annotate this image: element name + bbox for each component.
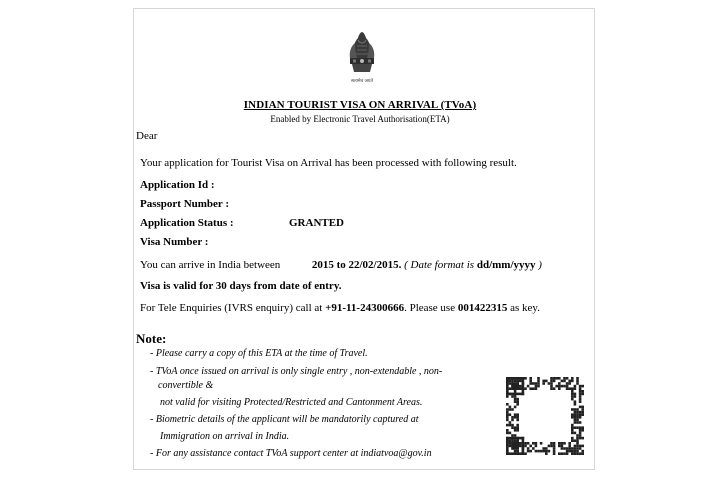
date-format-prefix: ( Date format is bbox=[404, 259, 477, 271]
enquiry-middle: . Please use bbox=[404, 302, 458, 314]
note-line: - Biometric details of the applicant will be mandatorily captured at bbox=[150, 414, 419, 425]
application-id-label: Application Id : bbox=[140, 179, 215, 191]
page-title: INDIAN TOURIST VISA ON ARRIVAL (TVoA) bbox=[243, 99, 477, 111]
note-line: - Please carry a copy of this ETA at the time of Travel. bbox=[150, 348, 368, 359]
greeting: Dear bbox=[136, 130, 158, 142]
enquiry-key: 001422315 bbox=[457, 302, 508, 314]
arrival-date-range: 2015 to 22/02/2015. bbox=[311, 259, 402, 271]
visa-number-label: Visa Number : bbox=[140, 236, 209, 248]
note-line: convertible & bbox=[158, 380, 214, 391]
date-format-suffix: ) bbox=[535, 259, 542, 271]
intro-text: Your application for Tourist Visa on Arrival has been processed with following result. bbox=[140, 157, 517, 169]
application-status-label: Application Status : bbox=[140, 217, 234, 229]
application-status-value: GRANTED bbox=[289, 217, 345, 229]
arrival-text bbox=[140, 259, 542, 271]
note-line: - TVoA once issued on arrival is only single entry , non-extendable , non- bbox=[150, 366, 443, 377]
note-line: not valid for visiting Protected/Restricted and Cantonment Areas. bbox=[160, 397, 423, 408]
national-emblem-icon bbox=[344, 28, 380, 86]
enquiry-text bbox=[140, 302, 540, 314]
validity-text: Visa is valid for 30 days from date of entry. bbox=[140, 280, 342, 292]
note-heading: Note: bbox=[136, 331, 167, 346]
enquiry-prefix: For Tele Enquiries (IVRS enquiry) call at bbox=[140, 302, 326, 314]
passport-number-label: Passport Number : bbox=[140, 198, 230, 210]
svg-text:सत्यमेव जयते: सत्यमेव जयते bbox=[350, 79, 374, 84]
note-line: Immigration on arrival in India. bbox=[160, 431, 290, 442]
qr-code-icon bbox=[506, 377, 584, 457]
arrival-prefix: You can arrive in India between bbox=[140, 259, 281, 271]
enquiry-suffix: as key. bbox=[507, 302, 540, 314]
page-subtitle: Enabled by Electronic Travel Authorisation(ETA) bbox=[270, 114, 450, 124]
enquiry-phone: +91-11-24300666 bbox=[325, 302, 405, 314]
date-format-value: dd/mm/yyyy bbox=[476, 259, 536, 271]
note-line: - For any assistance contact TVoA support center at indiatvoa@gov.in bbox=[150, 448, 432, 459]
